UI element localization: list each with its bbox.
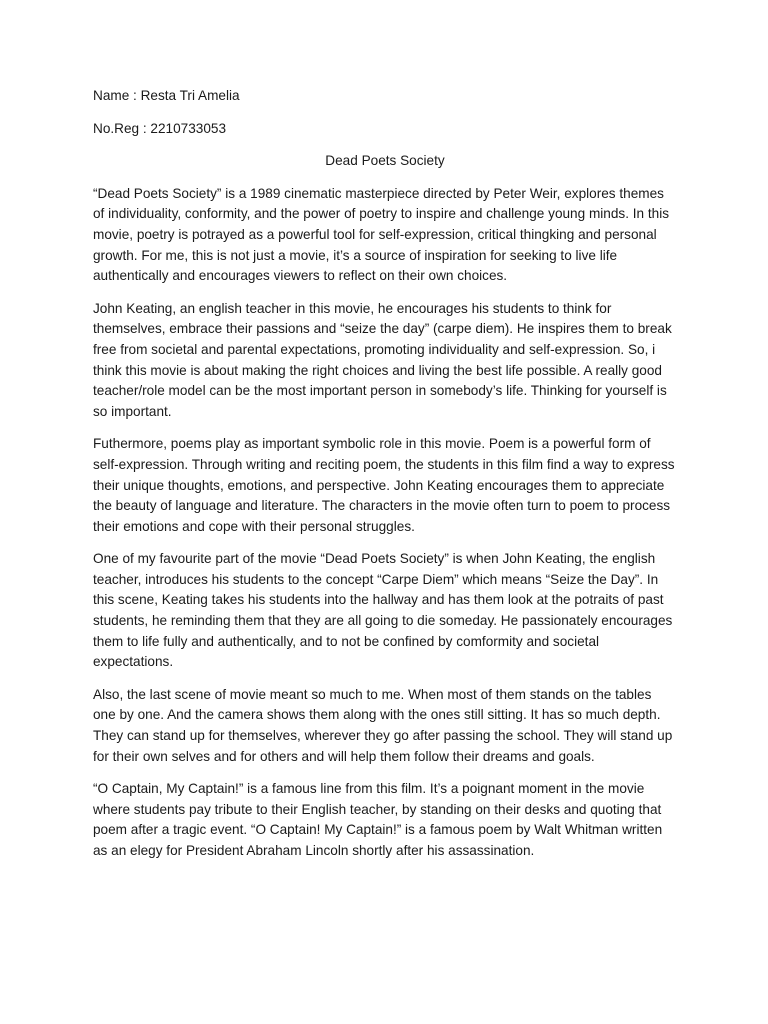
paragraph-favourite-part: One of my favourite part of the movie “Dead Poets Society” is when John Keating, the english teacher, introduces his students to the concept “Carpe Diem” which means “Seize the Day”. In this scene, Keating takes his students into the hallway and has them look at the potraits of past students, he reminding them that they are all going to die someday. He passionately encourages them to life fully and authentically, and to not be confined by comformity and societal expectations. (93, 551, 673, 670)
paragraph-keating: John Keating, an english teacher in this movie, he encourages his students to think for themselves, embrace their passions and “seize the day” (carpe diem). He inspires them to break free from societal and parental expectations, promoting individuality and self-expression. So, i think this movie is about making the right choices and living the best life possible. A really good teacher/role model can be the most important person in somebody’s life. Thinking for yourself is so important. (93, 300, 672, 419)
student-name: Name : Resta Tri Amelia (93, 88, 240, 103)
paragraph-intro: “Dead Poets Society” is a 1989 cinematic masterpiece directed by Peter Weir, explores themes of individuality, conformity, and the power of poetry to inspire and challenge young minds. In this movie, poetry is potrayed as a powerful tool for self-expression, critical thingking and personal growth. For me, this is not just a movie, it’s a source of inspiration for seeking to live life authentically and encourages viewers to reflect on their own choices. (93, 185, 670, 284)
registration-number: No.Reg : 2210733053 (93, 120, 227, 136)
paragraph-last-scene: Also, the last scene of movie meant so much to me. When most of them stands on the tables one by one. And the camera shows them along with the ones still sitting. It has so much depth. They can stand up for themselves, wherever they go after passing the school. They will stand up for their own selves and for others and will help them follow their dreams and goals. (93, 686, 673, 764)
paragraph-o-captain: “O Captain, My Captain!” is a famous line from this film. It’s a poignant moment in the movie where students pay tribute to their English teacher, by standing on their desks and quoting that poem after a tragic event. “O Captain! My Captain!” is a famous poem by Walt Whitman written as an elegy for President Abraham Lincoln shortly after his assassination. (93, 781, 663, 858)
document-title: Dead Poets Society (325, 153, 445, 169)
document-page (93, 86, 677, 874)
paragraph-poems: Futhermore, poems play as important symbolic role in this movie. Poem is a powerful form of self-expression. Through writing and reciting poem, the students in this film find a way to express their unique thoughts, emotions, and perspective. John Keating encourages them to appreciate the beauty of language and literature. The characters in the movie often turn to poem to process their emotions and cope with their personal struggles. (93, 436, 675, 534)
